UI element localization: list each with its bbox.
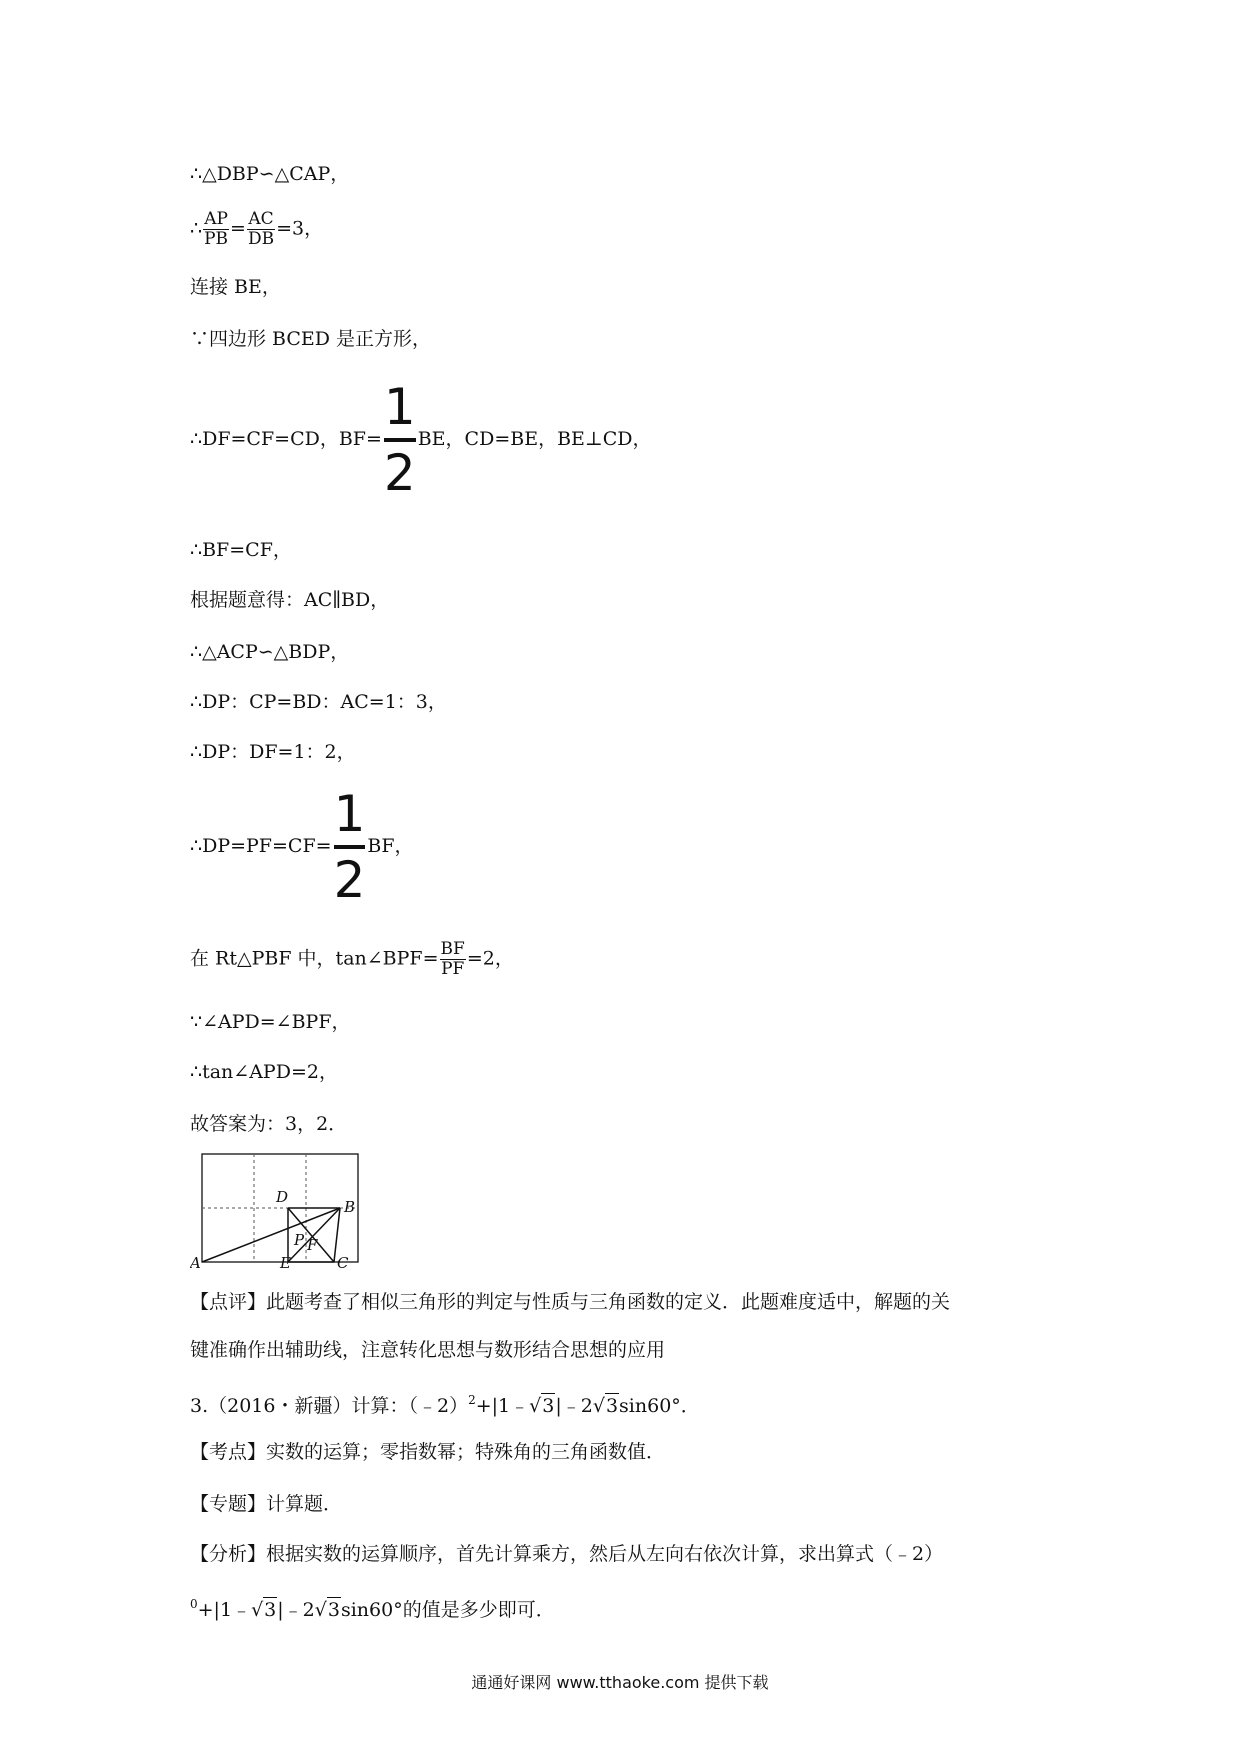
numerator: AC xyxy=(248,209,274,229)
numerator: AP xyxy=(204,209,228,229)
fraction-bar xyxy=(384,438,416,442)
denominator: DB xyxy=(247,229,275,249)
sqrt-icon: √ xyxy=(592,1395,605,1417)
solution-line: 连接 BE， xyxy=(190,276,281,298)
point-F-label: F xyxy=(307,1236,318,1254)
fraction-bar xyxy=(334,845,366,849)
segment-AB xyxy=(202,1208,340,1262)
comment-line: 【点评】此题考查了相似三角形的判定与性质与三角函数的定义．此题难度适中，解题的关 xyxy=(190,1291,951,1313)
radicand: 3 xyxy=(542,1395,555,1417)
fraction-one-half xyxy=(384,380,416,500)
solution-line: ∴△DBP∽△CAP， xyxy=(190,163,350,185)
solution-line: ∴DP：DF=1：2， xyxy=(190,741,356,763)
radicand: 3 xyxy=(605,1395,619,1417)
numerator: 1 xyxy=(333,785,366,843)
solution-line xyxy=(190,787,414,907)
text: =2， xyxy=(466,947,514,970)
text: ∴DF=CF=CD，BF= xyxy=(190,428,382,450)
point-E-label: E xyxy=(280,1254,291,1270)
geometry-figure xyxy=(190,1150,370,1270)
sqrt-icon: √ xyxy=(529,1395,542,1417)
text: 3.（2016・新疆）计算：（﹣2） xyxy=(190,1395,469,1417)
text: sin60°． xyxy=(619,1395,700,1417)
solution-line: ∴tan∠APD=2， xyxy=(190,1061,338,1083)
radicand: 3 xyxy=(264,1599,277,1621)
fraction xyxy=(440,940,466,979)
text: |﹣2 xyxy=(555,1395,593,1417)
fraction xyxy=(203,210,229,249)
text: |﹣2 xyxy=(277,1599,315,1621)
point-D-label: D xyxy=(276,1188,289,1206)
fraction xyxy=(247,210,275,249)
numerator: BF xyxy=(440,939,465,959)
point-C-label: C xyxy=(337,1254,349,1270)
point-A-label: A xyxy=(190,1254,201,1270)
solution-line xyxy=(190,940,514,979)
point-B-label: B xyxy=(344,1198,356,1216)
comment-line: 键准确作出辅助线，注意转化思想与数形结合思想的应用 xyxy=(190,1339,666,1361)
text: =3， xyxy=(276,217,324,240)
exponent: 2 xyxy=(468,1393,476,1407)
numerator: 1 xyxy=(383,378,416,436)
text: ∴DP=PF=CF= xyxy=(190,835,332,857)
solution-line: ∴△ACP∽△BDP， xyxy=(190,641,350,663)
denominator: 2 xyxy=(333,851,366,909)
fraction-one-half xyxy=(334,787,366,907)
denominator: PF xyxy=(441,959,465,979)
radicand: 3 xyxy=(327,1599,340,1621)
point-P-label: P xyxy=(294,1231,305,1249)
sqrt-icon: √ xyxy=(314,1599,327,1621)
denominator: PB xyxy=(204,229,229,249)
denominator: 2 xyxy=(383,444,416,502)
page-footer: 通通好课网 www.tthaoke.com 提供下载 xyxy=(471,1673,769,1692)
solution-line: ∴DP：CP=BD：AC=1：3， xyxy=(190,691,447,713)
text: sin60°的值是多少即可． xyxy=(340,1599,555,1621)
solution-line: 根据题意得：AC∥BD， xyxy=(190,589,390,611)
text: BF， xyxy=(367,835,414,857)
analysis-line xyxy=(190,1592,555,1622)
text: 在 Rt△PBF 中，tan∠BPF= xyxy=(190,947,439,970)
text: BE，CD=BE，BE⊥CD， xyxy=(417,428,652,450)
knowledge-point-line: 【考点】实数的运算；零指数幂；特殊角的三角函数值． xyxy=(190,1441,666,1463)
text: +|1﹣ xyxy=(475,1395,530,1417)
problem-statement xyxy=(190,1388,700,1418)
text: +|1﹣ xyxy=(197,1599,252,1621)
solution-line: ∵四边形 BCED 是正方形， xyxy=(190,328,432,350)
solution-line: 故答案为：3，2． xyxy=(190,1113,348,1135)
topic-line: 【专题】计算题． xyxy=(190,1493,343,1515)
text: ∴ xyxy=(190,217,203,240)
exponent: 0 xyxy=(190,1597,198,1611)
solution-line xyxy=(190,210,323,249)
solution-line xyxy=(190,380,652,500)
analysis-line: 【分析】根据实数的运算顺序，首先计算乘方，然后从左向右依次计算，求出算式（﹣2） xyxy=(190,1543,944,1565)
solution-line: ∵∠APD=∠BPF， xyxy=(190,1011,351,1033)
text: = xyxy=(230,217,246,240)
sqrt-icon: √ xyxy=(251,1599,264,1621)
solution-line: ∴BF=CF， xyxy=(190,539,292,561)
